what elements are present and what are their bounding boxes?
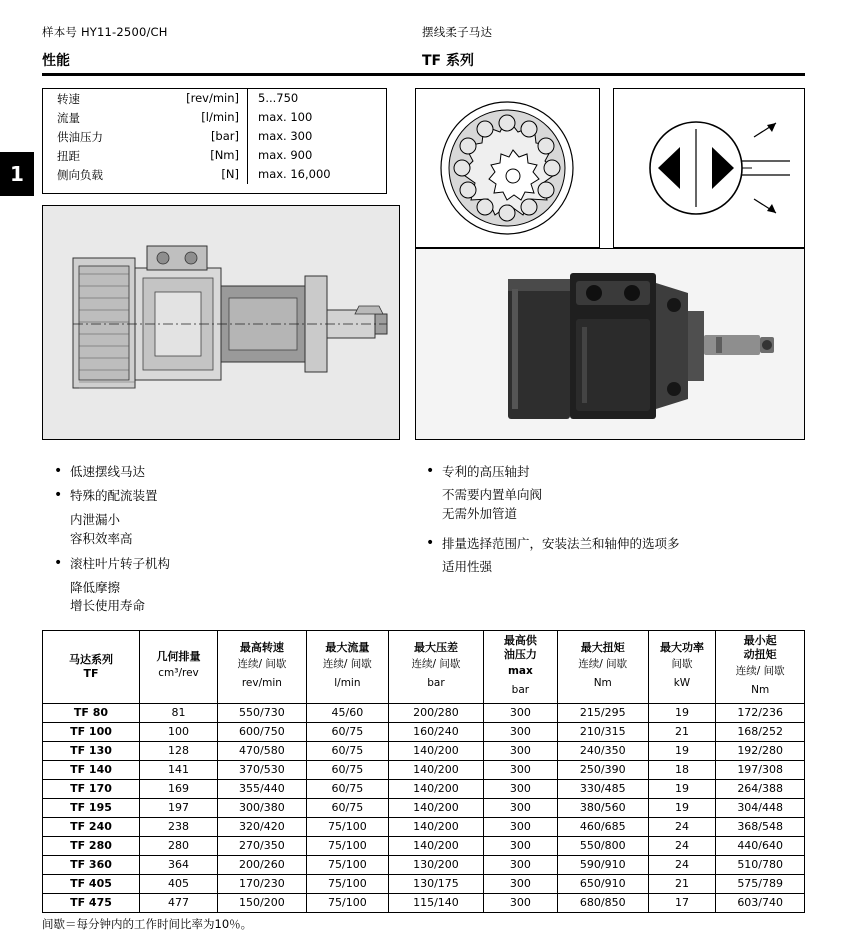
col-header-starting-torque bbox=[716, 631, 805, 704]
header-left bbox=[42, 24, 382, 70]
cell-power: 19 bbox=[648, 703, 716, 722]
col-header-supply-line2: 油压力 bbox=[503, 647, 537, 661]
cell-model: TF 405 bbox=[43, 874, 140, 893]
cell-supply-pressure: 300 bbox=[483, 760, 557, 779]
cell-model: TF 130 bbox=[43, 741, 140, 760]
col-header-model-line2: TF bbox=[83, 666, 99, 680]
cell-displacement: 128 bbox=[139, 741, 217, 760]
cell-speed: 200/260 bbox=[218, 855, 307, 874]
gerotor-drawing-icon bbox=[416, 89, 599, 247]
cell-flow: 75/100 bbox=[306, 893, 388, 912]
cell-model: TF 80 bbox=[43, 703, 140, 722]
list-item-sub: 容积效率高 bbox=[70, 530, 133, 546]
cell-speed: 170/230 bbox=[218, 874, 307, 893]
cell-pressure-drop: 140/200 bbox=[389, 741, 484, 760]
list-item: • 低速摆线马达 bbox=[52, 462, 392, 481]
col-header-pressure-drop-title: 最大压差 bbox=[413, 640, 458, 654]
cell-supply-pressure: 300 bbox=[483, 817, 557, 836]
col-header-power bbox=[648, 631, 716, 704]
cell-speed: 320/420 bbox=[218, 817, 307, 836]
cell-starting-torque: 304/448 bbox=[716, 798, 805, 817]
list-item: • 特殊的配流装置 bbox=[52, 486, 392, 505]
cell-displacement: 81 bbox=[139, 703, 217, 722]
table-footnote: 间歇＝每分钟内的工作时间比率为10％。 bbox=[42, 917, 253, 931]
spec-row bbox=[43, 108, 386, 127]
document-number: 样本号 HY11-2500/CH bbox=[42, 25, 168, 39]
cell-supply-pressure: 300 bbox=[483, 874, 557, 893]
cell-flow: 75/100 bbox=[306, 836, 388, 855]
cell-supply-pressure: 300 bbox=[483, 798, 557, 817]
cell-flow: 75/100 bbox=[306, 817, 388, 836]
col-header-flow-title: 最大流量 bbox=[325, 640, 370, 654]
cell-starting-torque: 440/640 bbox=[716, 836, 805, 855]
cell-displacement: 100 bbox=[139, 722, 217, 741]
feature-list-right bbox=[424, 462, 804, 577]
table-row bbox=[43, 874, 805, 893]
cell-torque: 240/350 bbox=[557, 741, 648, 760]
table-row bbox=[43, 722, 805, 741]
cell-torque: 590/910 bbox=[557, 855, 648, 874]
cell-flow: 60/75 bbox=[306, 741, 388, 760]
product-family: 摆线柔子马达 bbox=[422, 25, 493, 39]
col-header-supply-max: max bbox=[507, 664, 533, 677]
cell-torque: 330/485 bbox=[557, 779, 648, 798]
cell-model: TF 170 bbox=[43, 779, 140, 798]
cell-flow: 60/75 bbox=[306, 779, 388, 798]
col-header-start-line2: 动扭矩 bbox=[743, 647, 777, 661]
col-header-flow-unit1: 连续/ 间歇 bbox=[322, 657, 372, 670]
spec-value: 5...750 bbox=[248, 89, 387, 108]
col-header-power-unit1: 间歇 bbox=[671, 657, 693, 670]
spec-value: max. 300 bbox=[248, 127, 387, 146]
spec-unit: [rev/min] bbox=[186, 90, 239, 105]
spec-row bbox=[43, 127, 386, 146]
table-row bbox=[43, 741, 805, 760]
table-row bbox=[43, 836, 805, 855]
cell-pressure-drop: 140/200 bbox=[389, 817, 484, 836]
cell-torque: 380/560 bbox=[557, 798, 648, 817]
spec-label: 转速 bbox=[57, 91, 80, 106]
product-series: TF 系列 bbox=[422, 53, 474, 69]
gerotor-figure bbox=[415, 88, 600, 248]
cell-power: 24 bbox=[648, 855, 716, 874]
col-header-supply-line1: 最高供 bbox=[503, 634, 537, 647]
cell-flow: 45/60 bbox=[306, 703, 388, 722]
cell-torque: 215/295 bbox=[557, 703, 648, 722]
col-header-displacement-unit: cm³/rev bbox=[158, 667, 199, 680]
list-item-sub: 内泄漏小 bbox=[70, 511, 121, 527]
cell-torque: 210/315 bbox=[557, 722, 648, 741]
table-row bbox=[43, 817, 805, 836]
cell-supply-pressure: 300 bbox=[483, 741, 557, 760]
col-header-model bbox=[43, 631, 140, 704]
col-header-speed-title: 最高转速 bbox=[239, 640, 284, 654]
cell-supply-pressure: 300 bbox=[483, 893, 557, 912]
spec-row bbox=[43, 89, 386, 108]
cell-displacement: 477 bbox=[139, 893, 217, 912]
list-item-sub: 增长使用寿命 bbox=[70, 598, 146, 614]
col-header-flow bbox=[306, 631, 388, 704]
motor-symbol-icon bbox=[614, 89, 804, 247]
col-header-speed bbox=[218, 631, 307, 704]
list-item: • 专利的高压轴封 bbox=[424, 462, 804, 481]
cell-power: 17 bbox=[648, 893, 716, 912]
cell-model: TF 100 bbox=[43, 722, 140, 741]
table-row bbox=[43, 779, 805, 798]
cell-displacement: 169 bbox=[139, 779, 217, 798]
specification-table-wrap bbox=[42, 630, 805, 913]
cell-displacement: 364 bbox=[139, 855, 217, 874]
list-item-sub: 无需外加管道 bbox=[442, 506, 518, 522]
cell-displacement: 405 bbox=[139, 874, 217, 893]
cell-model: TF 280 bbox=[43, 836, 140, 855]
chapter-tab: 1 bbox=[0, 152, 34, 196]
spec-unit: [Nm] bbox=[210, 147, 239, 162]
cell-model: TF 360 bbox=[43, 855, 140, 874]
spec-row bbox=[43, 165, 386, 184]
cell-flow: 75/100 bbox=[306, 874, 388, 893]
cell-supply-pressure: 300 bbox=[483, 703, 557, 722]
cell-speed: 550/730 bbox=[218, 703, 307, 722]
col-header-start-unit1: 连续/ 间歇 bbox=[735, 664, 785, 677]
col-header-displacement-title: 几何排量 bbox=[156, 650, 201, 664]
page-title: 性能 bbox=[42, 53, 70, 69]
cell-starting-torque: 264/388 bbox=[716, 779, 805, 798]
cell-flow: 75/100 bbox=[306, 855, 388, 874]
col-header-torque bbox=[557, 631, 648, 704]
motor-section-figure bbox=[42, 205, 400, 440]
motor-cutaway-drawing-icon bbox=[43, 206, 399, 439]
spec-label: 供油压力 bbox=[57, 129, 103, 144]
cell-pressure-drop: 130/175 bbox=[389, 874, 484, 893]
cell-speed: 355/440 bbox=[218, 779, 307, 798]
col-header-supply-unit1 bbox=[486, 662, 555, 681]
table-row bbox=[43, 893, 805, 912]
cell-power: 19 bbox=[648, 741, 716, 760]
table-header-row bbox=[43, 631, 805, 704]
cell-model: TF 195 bbox=[43, 798, 140, 817]
cell-speed: 300/380 bbox=[218, 798, 307, 817]
cell-torque: 650/910 bbox=[557, 874, 648, 893]
spec-value: max. 100 bbox=[248, 108, 387, 127]
cell-supply-pressure: 300 bbox=[483, 836, 557, 855]
cell-speed: 150/200 bbox=[218, 893, 307, 912]
col-header-pressure-drop-unit2: bar bbox=[427, 676, 445, 689]
spec-label: 流量 bbox=[57, 110, 80, 125]
cell-pressure-drop: 140/200 bbox=[389, 836, 484, 855]
cell-starting-torque: 168/252 bbox=[716, 722, 805, 741]
spec-value: max. 16,000 bbox=[248, 165, 387, 184]
col-header-pressure-drop-unit1: 连续/ 间歇 bbox=[411, 657, 461, 670]
cell-power: 24 bbox=[648, 836, 716, 855]
cell-speed: 270/350 bbox=[218, 836, 307, 855]
cell-pressure-drop: 160/240 bbox=[389, 722, 484, 741]
cell-supply-pressure: 300 bbox=[483, 779, 557, 798]
spec-unit: [N] bbox=[221, 166, 239, 181]
table-body bbox=[43, 703, 805, 912]
cell-model: TF 240 bbox=[43, 817, 140, 836]
cell-starting-torque: 575/789 bbox=[716, 874, 805, 893]
table-row bbox=[43, 760, 805, 779]
col-header-power-title: 最大功率 bbox=[659, 640, 704, 654]
cell-supply-pressure: 300 bbox=[483, 855, 557, 874]
header-right bbox=[422, 24, 802, 70]
cell-flow: 60/75 bbox=[306, 722, 388, 741]
col-header-start-line1: 最小起 bbox=[743, 634, 777, 647]
list-item: • 排量选择范围广，安装法兰和轴伸的选项多 bbox=[424, 534, 804, 553]
spec-row bbox=[43, 146, 386, 165]
spec-unit: [l/min] bbox=[201, 109, 239, 124]
spec-label: 侧向负载 bbox=[57, 167, 103, 182]
col-header-speed-unit2: rev/min bbox=[241, 676, 282, 689]
specification-box bbox=[42, 88, 387, 194]
col-header-pressure-drop bbox=[389, 631, 484, 704]
col-header-model-line1: 马达系列 bbox=[68, 653, 113, 667]
list-item-sub: 适用性强 bbox=[442, 559, 493, 575]
hydraulic-symbol-figure bbox=[613, 88, 805, 248]
col-header-supply-pressure bbox=[483, 631, 557, 704]
spec-value: max. 900 bbox=[248, 146, 387, 165]
col-header-power-unit2: kW bbox=[673, 676, 691, 689]
cell-torque: 250/390 bbox=[557, 760, 648, 779]
cell-displacement: 197 bbox=[139, 798, 217, 817]
cell-starting-torque: 192/280 bbox=[716, 741, 805, 760]
col-header-torque-unit2: Nm bbox=[593, 676, 612, 689]
cell-displacement: 238 bbox=[139, 817, 217, 836]
cell-displacement: 280 bbox=[139, 836, 217, 855]
table-row bbox=[43, 798, 805, 817]
motor-photo-figure bbox=[415, 248, 805, 440]
cell-power: 21 bbox=[648, 722, 716, 741]
col-header-displacement bbox=[139, 631, 217, 704]
cell-displacement: 141 bbox=[139, 760, 217, 779]
motor-product-photo-icon bbox=[416, 249, 804, 439]
cell-pressure-drop: 140/200 bbox=[389, 779, 484, 798]
specification-table bbox=[42, 630, 805, 913]
cell-power: 19 bbox=[648, 779, 716, 798]
col-header-flow-unit2: l/min bbox=[334, 676, 361, 689]
cell-pressure-drop: 140/200 bbox=[389, 798, 484, 817]
cell-torque: 680/850 bbox=[557, 893, 648, 912]
cell-power: 21 bbox=[648, 874, 716, 893]
col-header-supply-unit2: bar bbox=[511, 683, 530, 696]
cell-power: 18 bbox=[648, 760, 716, 779]
feature-list-left bbox=[52, 462, 392, 616]
cell-starting-torque: 368/548 bbox=[716, 817, 805, 836]
cell-flow: 60/75 bbox=[306, 760, 388, 779]
cell-pressure-drop: 140/200 bbox=[389, 760, 484, 779]
cell-torque: 460/685 bbox=[557, 817, 648, 836]
cell-starting-torque: 197/308 bbox=[716, 760, 805, 779]
cell-starting-torque: 510/780 bbox=[716, 855, 805, 874]
col-header-torque-unit1: 连续/ 间歇 bbox=[578, 657, 628, 670]
cell-power: 24 bbox=[648, 817, 716, 836]
cell-pressure-drop: 130/200 bbox=[389, 855, 484, 874]
cell-model: TF 475 bbox=[43, 893, 140, 912]
cell-torque: 550/800 bbox=[557, 836, 648, 855]
header-divider bbox=[42, 73, 805, 76]
cell-power: 19 bbox=[648, 798, 716, 817]
cell-flow: 60/75 bbox=[306, 798, 388, 817]
spec-unit: [bar] bbox=[210, 128, 239, 143]
list-item-sub: 降低摩擦 bbox=[70, 579, 121, 595]
col-header-speed-unit1: 连续/ 间歇 bbox=[237, 657, 287, 670]
cell-speed: 600/750 bbox=[218, 722, 307, 741]
cell-pressure-drop: 115/140 bbox=[389, 893, 484, 912]
cell-supply-pressure: 300 bbox=[483, 722, 557, 741]
cell-speed: 470/580 bbox=[218, 741, 307, 760]
cell-pressure-drop: 200/280 bbox=[389, 703, 484, 722]
cell-speed: 370/530 bbox=[218, 760, 307, 779]
cell-starting-torque: 603/740 bbox=[716, 893, 805, 912]
cell-model: TF 140 bbox=[43, 760, 140, 779]
spec-label: 扭距 bbox=[57, 148, 80, 163]
col-header-torque-title: 最大扭矩 bbox=[580, 640, 625, 654]
list-item: • 滚柱叶片转子机构 bbox=[52, 554, 392, 573]
table-row bbox=[43, 855, 805, 874]
cell-starting-torque: 172/236 bbox=[716, 703, 805, 722]
list-item-sub: 不需要内置单向阀 bbox=[442, 487, 543, 503]
col-header-start-unit2: Nm bbox=[751, 683, 770, 696]
table-row bbox=[43, 703, 805, 722]
